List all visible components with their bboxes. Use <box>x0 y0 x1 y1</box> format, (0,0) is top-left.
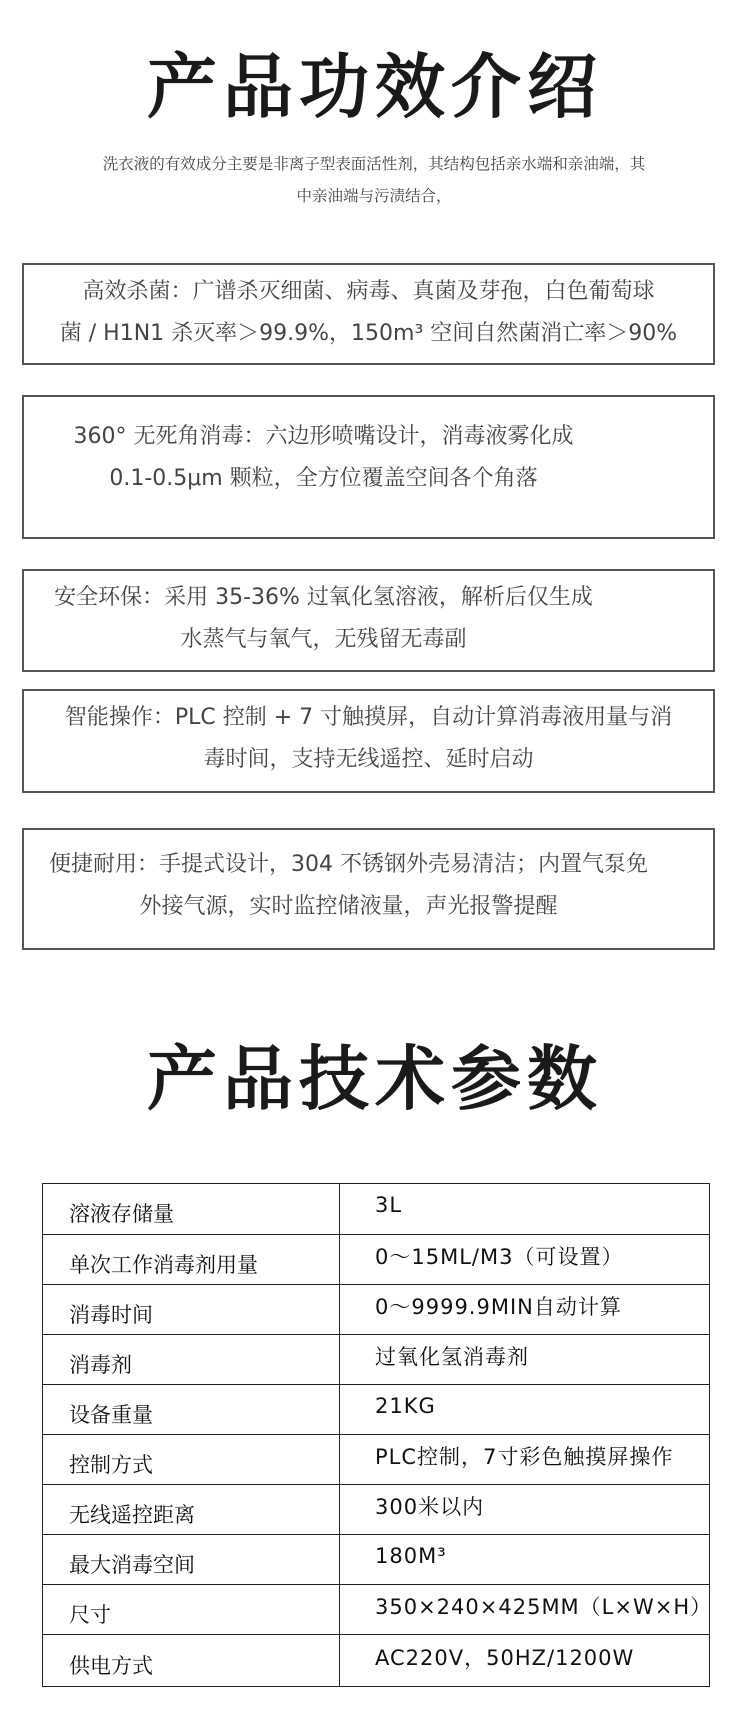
intro-line: 洗衣液的有效成分主要是非离子型表面活性剂，其结构包括亲水端和亲油端，其 <box>102 155 646 173</box>
spec-value: 3L <box>340 1184 710 1235</box>
table-row <box>43 1184 710 1235</box>
table-row <box>43 1485 710 1535</box>
spec-label: 最大消毒空间 <box>43 1535 340 1585</box>
spec-value: AC220V，50HZ/1200W <box>340 1635 710 1687</box>
spec-value: 过氧化氢消毒剂 <box>340 1335 710 1385</box>
table-row <box>43 1385 710 1435</box>
feature-line: 安全环保：采用 35-36% 过氧化氢溶液，解析后仅生成 <box>54 585 593 610</box>
table-row <box>43 1535 710 1585</box>
intro-paragraph <box>48 148 700 212</box>
spec-label: 无线遥控距离 <box>43 1485 340 1535</box>
spec-label: 控制方式 <box>43 1435 340 1485</box>
spec-label: 单次工作消毒剂用量 <box>43 1235 340 1285</box>
specs-title: 产品技术参数 <box>147 1038 603 1120</box>
feature-line: 360° 无死角消毒：六边形喷嘴设计，消毒液雾化成 <box>73 424 574 449</box>
feature-line: 水蒸气与氧气，无残留无毒副 <box>180 627 467 652</box>
feature-line: 高效杀菌：广谱杀灭细菌、病毒、真菌及芽孢，白色葡萄球 <box>82 279 655 304</box>
feature-box-sterilization <box>22 263 715 365</box>
spec-table <box>42 1183 713 1687</box>
spec-label: 尺寸 <box>43 1585 340 1635</box>
spec-value: 350×240×425MM（L×W×H） <box>340 1585 710 1635</box>
feature-line: 菌 / H1N1 杀灭率＞99.9%，150m³ 空间自然菌消亡率＞90% <box>59 321 678 346</box>
table-row <box>43 1635 710 1687</box>
feature-box-smart-operation <box>22 689 715 793</box>
feature-line: 外接气源，实时监控储液量，声光报警提醒 <box>139 894 558 919</box>
effects-title: 产品功效介绍 <box>147 46 603 128</box>
feature-box-durability <box>22 828 715 950</box>
spec-value: PLC控制，7寸彩色触摸屏操作 <box>340 1435 710 1485</box>
feature-line: 智能操作：PLC 控制 + 7 寸触摸屏，自动计算消毒液用量与消 <box>64 705 673 730</box>
table-row <box>43 1235 710 1285</box>
table-row <box>43 1335 710 1385</box>
spec-label: 溶液存储量 <box>43 1184 340 1235</box>
spec-value: 300米以内 <box>340 1485 710 1535</box>
spec-label: 消毒剂 <box>43 1335 340 1385</box>
intro-line: 中亲油端与污渍结合， <box>296 187 452 205</box>
table-row <box>43 1285 710 1335</box>
table-row <box>43 1585 710 1635</box>
spec-label: 供电方式 <box>43 1635 340 1687</box>
spec-label: 消毒时间 <box>43 1285 340 1335</box>
spec-value: 0～15ML/M3（可设置） <box>340 1235 710 1285</box>
table-row <box>43 1435 710 1485</box>
spec-value: 21KG <box>340 1385 710 1435</box>
feature-line: 毒时间，支持无线遥控、延时启动 <box>203 747 534 772</box>
spec-label: 设备重量 <box>43 1385 340 1435</box>
spec-value: 0～9999.9MIN自动计算 <box>340 1285 710 1335</box>
feature-box-coverage <box>22 395 715 539</box>
feature-box-safety <box>22 569 715 672</box>
spec-value: 180M³ <box>340 1535 710 1585</box>
feature-line: 便捷耐用：手提式设计，304 不锈钢外壳易清洁；内置气泵免 <box>49 852 648 877</box>
feature-line: 0.1-0.5μm 颗粒，全方位覆盖空间各个角落 <box>109 466 538 491</box>
